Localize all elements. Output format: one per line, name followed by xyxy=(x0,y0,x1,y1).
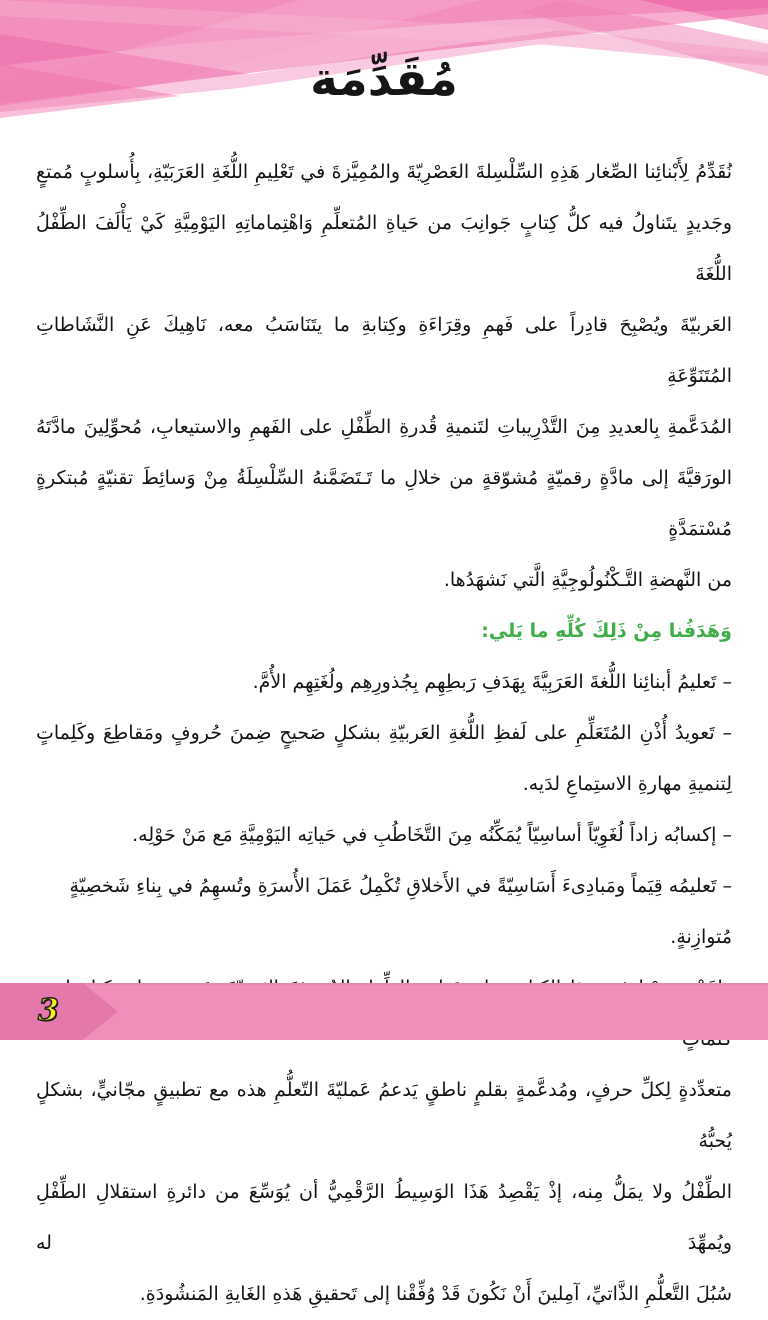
text-line: سُبُلَ التَّعلُّمِ الذَّاتيِّ، آمِلينَ أَنْ نَكُونَ قَدْ وُفِّقْنا إلى تَحقيقِ هَذهِ الغَايةِ المَنشُودَةِ. xyxy=(139,1283,732,1305)
goal-item: – تَعليمُه قِيَماً ومَبادِىءَ أَسَاسِيّةً في الأَخلاقِ تُكْمِلُ عَمَلَ الأُسرَةِ وتُسهِمُ في بِناءِ شَخصِيّةٍ مُتوازِنةٍ. xyxy=(69,875,732,948)
introduction-text xyxy=(36,147,732,1320)
goal-item-continuation: لِتنميةِ مهارةِ الاستِماعِ لدَيه. xyxy=(522,773,732,795)
text-line: وجَديدٍ يتَناولُ فيه كلُّ كِتابٍ جَوانِبَ من حَياةِ المُتعلِّمِ وَاهْتِماماتِهِ اليَوْمِيَّةِ كَيْ يَأْلَفَ الطِّفْلُ اللُّغَةَ xyxy=(36,212,732,285)
page-title: مُقَدِّمَة xyxy=(310,52,458,107)
goal-item: – تَعليمُ أبنائِنا اللُّغةَ العَرَبِيَّةَ بِهَدَفِ رَبطِهِم بِجُذورِهِم ولُغَتِهِم الأُمَّ. xyxy=(252,671,732,693)
text-line: الورَقيَّةَ إلى مادَّةٍ رقميّةٍ مُشوّقةٍ من خلالِ ما تَـتَضَمَّنهُ السِّلْسِلَةُ مِنْ وَسائِطَ تقنيّةٍ مُبتكرةٍ مُسْتمَدَّةٍ xyxy=(36,467,732,540)
text-line: الطِّفْلُ ولا يمَلُّ مِنه، إذْ يَقْصِدُ هَذَا الوَسِيطُ الرَّقْمِيُّ أن يُوَسِّعَ من دائرةِ استقلالِ الطِّفْلِ ويُمهِّدَ له xyxy=(36,1181,732,1254)
text-line: متعدِّدةٍ لِكلِّ حرفٍ، ومُدعَّمةٍ بقلمٍ ناطقٍ يَدعمُ عَمليّةَ التّعلُّمِ هذه مع تطبيقٍ مجّانيٍّ، بشكلٍ يُحبُّهُ xyxy=(36,1079,732,1152)
text-line: من النَّهضةِ التَّـكْنُولُوجِيَّةِ الَّتي نَشهَدُها. xyxy=(443,569,732,591)
text-line: المُدَعَّمةِ بِالعديدِ مِنَ التَّدْرِيباتِ لتَنميةِ قُدرةِ الطِّفْلِ على الفَهمِ والاستيعابِ، مُحوِّلِينَ مادَّتَهُ xyxy=(36,416,732,438)
goal-item: – تَعويدُ أُذْنِ المُتَعَلِّمِ على لَفظِ اللُّغةِ العَربيّةِ بشكلٍ صَحيحٍ ضِمنَ حُروفٍ ومَقاطِعَ وكَلِماتٍ xyxy=(36,722,732,744)
text-line: نُقَدِّمُ لِأَبْنائِنا الصِّغار هَذِهِ السِّلْسِلةَ العَصْرِيّةَ والمُمِيَّزةَ في تَعْلِيمِ اللُّغَةِ العَرَبَيّةِ، بِأُسلوبٍ مُمتعٍ xyxy=(36,161,732,183)
goals-heading: وَهَدَفُنا مِنْ ذَلِكَ كُلِّهِ ما يَلي: xyxy=(481,620,732,642)
text-line: العَربيّةَ ويُصْبِحَ قادِراً على فَهمِ وقِرَاءَةِ وكِتابةِ ما يتَنَاسَبُ معه، نَاهِيكَ عَنِ النَّشَاطاتِ المُتَنَوِّعَةِ xyxy=(36,314,732,387)
goal-item: – إكسابُه زاداً لُغَوِيّاً أساسِيّاً يُمَكِّنُه مِنَ التَّخَاطُبِ في حَياتِه اليَوْمِيَّةِ مَع مَنْ حَوْلِه. xyxy=(132,824,732,846)
page-number: 3 xyxy=(38,993,59,1028)
